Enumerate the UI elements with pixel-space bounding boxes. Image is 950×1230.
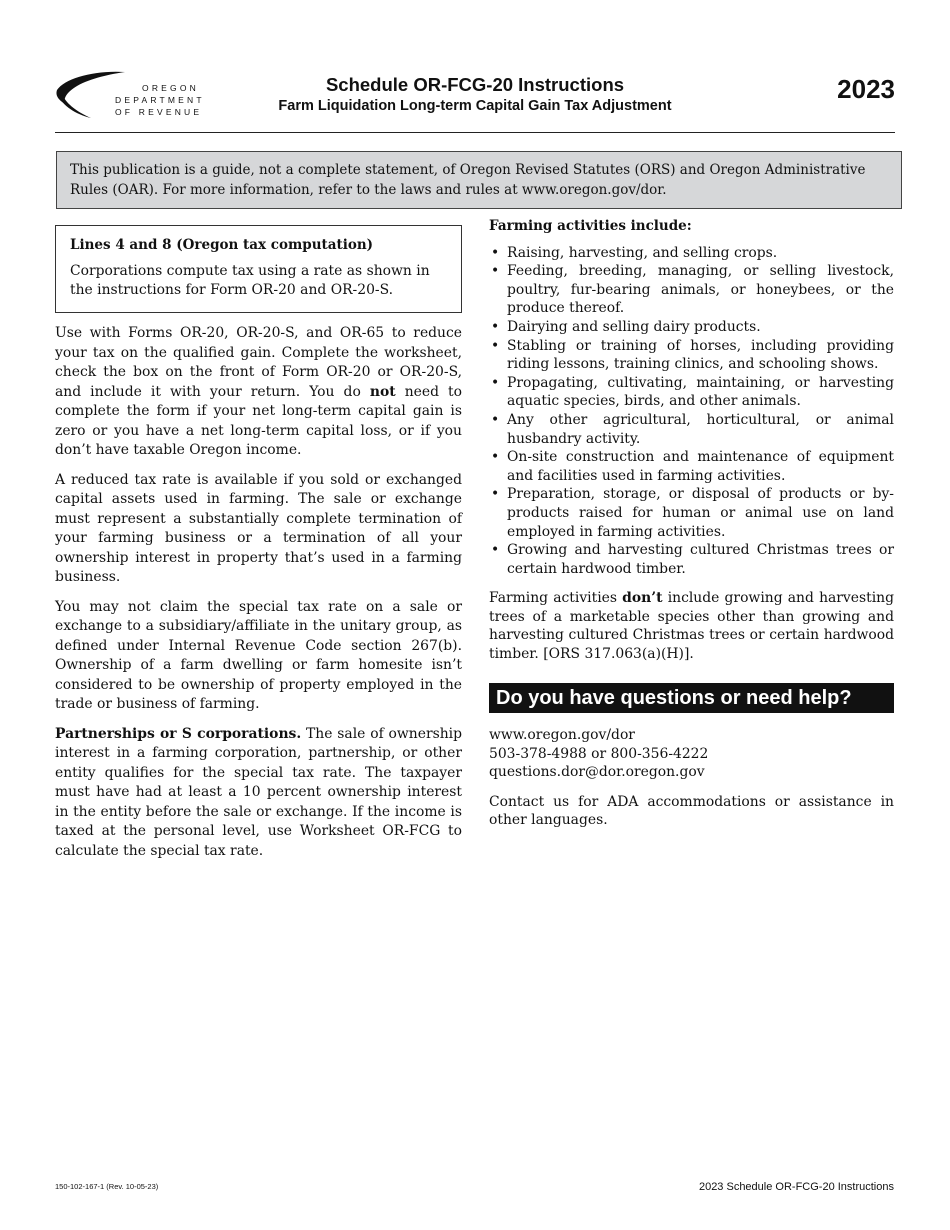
- right-column: [489, 217, 894, 840]
- partnerships-paragraph: Partnerships or S corporations. The sale of ownership interest in a farming corporation, partnership, or other entity qualifies for the special tax rate. The taxpayer must have had at least a 10 percent ownership interest in the entity before the sale or exchange. If the income is taxed at the personal level, use Worksheet OR-FCG to calculate the special tax rate.: [55, 725, 463, 859]
- oregon-dor-logo: [55, 68, 205, 120]
- help-heading: Do you have questions or need help?: [489, 683, 894, 714]
- box-title: Lines 4 and 8 (Oregon tax computation): [70, 237, 374, 253]
- ada-paragraph: Contact us for ADA accommodations or assistance in other languages.: [489, 793, 894, 829]
- tax-year: 2023: [837, 74, 895, 104]
- exclusions-paragraph: Farming activities don’t include growing and harvesting trees of a marketable species other than growing and harvesting cultured Christmas trees or certain hardwood timber. [ORS 317.063(a)(H)].: [489, 590, 894, 663]
- subsidiary-paragraph: You may not claim the special tax rate on a sale or exchange to a subsidiary/affiliate in the unitary group, as defined under Internal Revenue Code section 267(b). Ownership of a farm dwelling or farm homesite isn’t considered to be ownership of property employed in the trade or business of farming.: [55, 598, 462, 712]
- email-link[interactable]: questions.dor@dor.oregon.gov: [489, 764, 705, 781]
- logo-line-2: DEPARTMENT: [115, 95, 205, 105]
- list-item: • Feeding, breeding, managing, or selling livestock, poultry, fur-bearing animals, or honeybees, or the produce thereof.: [489, 262, 894, 318]
- list-item: • Raising, harvesting, and selling crops.: [489, 244, 894, 263]
- list-item: • Propagating, cultivating, maintaining, or harvesting aquatic species, birds, and other animals.: [489, 374, 894, 411]
- form-code: 150-102-167-1 (Rev. 10-05-23): [55, 1182, 159, 1191]
- page-subtitle: Farm Liquidation Long-term Capital Gain Tax Adjustment: [278, 98, 672, 114]
- logo-line-3: OF REVENUE: [115, 107, 203, 117]
- logo-line-1: OREGON: [142, 83, 199, 93]
- page-header: [55, 66, 895, 133]
- activities-heading: Farming activities include:: [489, 218, 692, 234]
- phone-numbers: 503-378-4988 or 800-356-4222: [489, 745, 709, 762]
- footer-doc-label: 2023 Schedule OR-FCG-20 Instructions: [698, 1181, 894, 1193]
- list-item: • Any other agricultural, horticultural, or animal husbandry activity.: [489, 411, 894, 448]
- box-text: Corporations compute tax using a rate as shown in the instructions for Form OR-20 and OR-20-S.: [70, 263, 430, 298]
- disclaimer-notice: This publication is a guide, not a complete statement, of Oregon Revised Statutes (ORS) and Oregon Administrative Rules (OAR). For more information, refer to the laws and rules at www.oregon.gov/dor.: [56, 151, 902, 209]
- activities-list: [489, 244, 894, 579]
- list-item: • Dairying and selling dairy products.: [489, 318, 894, 337]
- contact-info: [489, 726, 894, 782]
- lines-4-8-box: [55, 225, 462, 313]
- list-item: • On-site construction and maintenance of equipment and facilities used in farming activities.: [489, 448, 894, 485]
- list-item: • Stabling or training of horses, including providing riding lessons, training clinics, and schooling shows.: [489, 337, 894, 374]
- page-title: Schedule OR-FCG-20 Instructions: [325, 74, 625, 95]
- intro-paragraph: Use with Forms OR-20, OR-20-S, and OR-65 to reduce your tax on the qualified gain. Complete the worksheet, check the box on the front of Form OR-20 or OR-20-S, and include it with your return. You do not need to complete the form if your net long-term capital gain is zero or you have a net long-term capital loss, or if you don’t have taxable Oregon income.: [55, 325, 462, 458]
- website-link[interactable]: www.oregon.gov/dor: [489, 727, 635, 744]
- list-item: • Growing and harvesting cultured Christmas trees or certain hardwood timber.: [489, 541, 894, 578]
- reduced-rate-paragraph: A reduced tax rate is available if you sold or exchanged capital assets used in farming. The sale or exchange must represent a substantially complete termination of your farming business or a termination of all your ownership interest in property that’s used in a farming business.: [55, 471, 462, 585]
- list-item: • Preparation, storage, or disposal of products or by-products raised for human or animal use on land employed in farming activities.: [489, 485, 894, 541]
- left-column: [55, 225, 462, 871]
